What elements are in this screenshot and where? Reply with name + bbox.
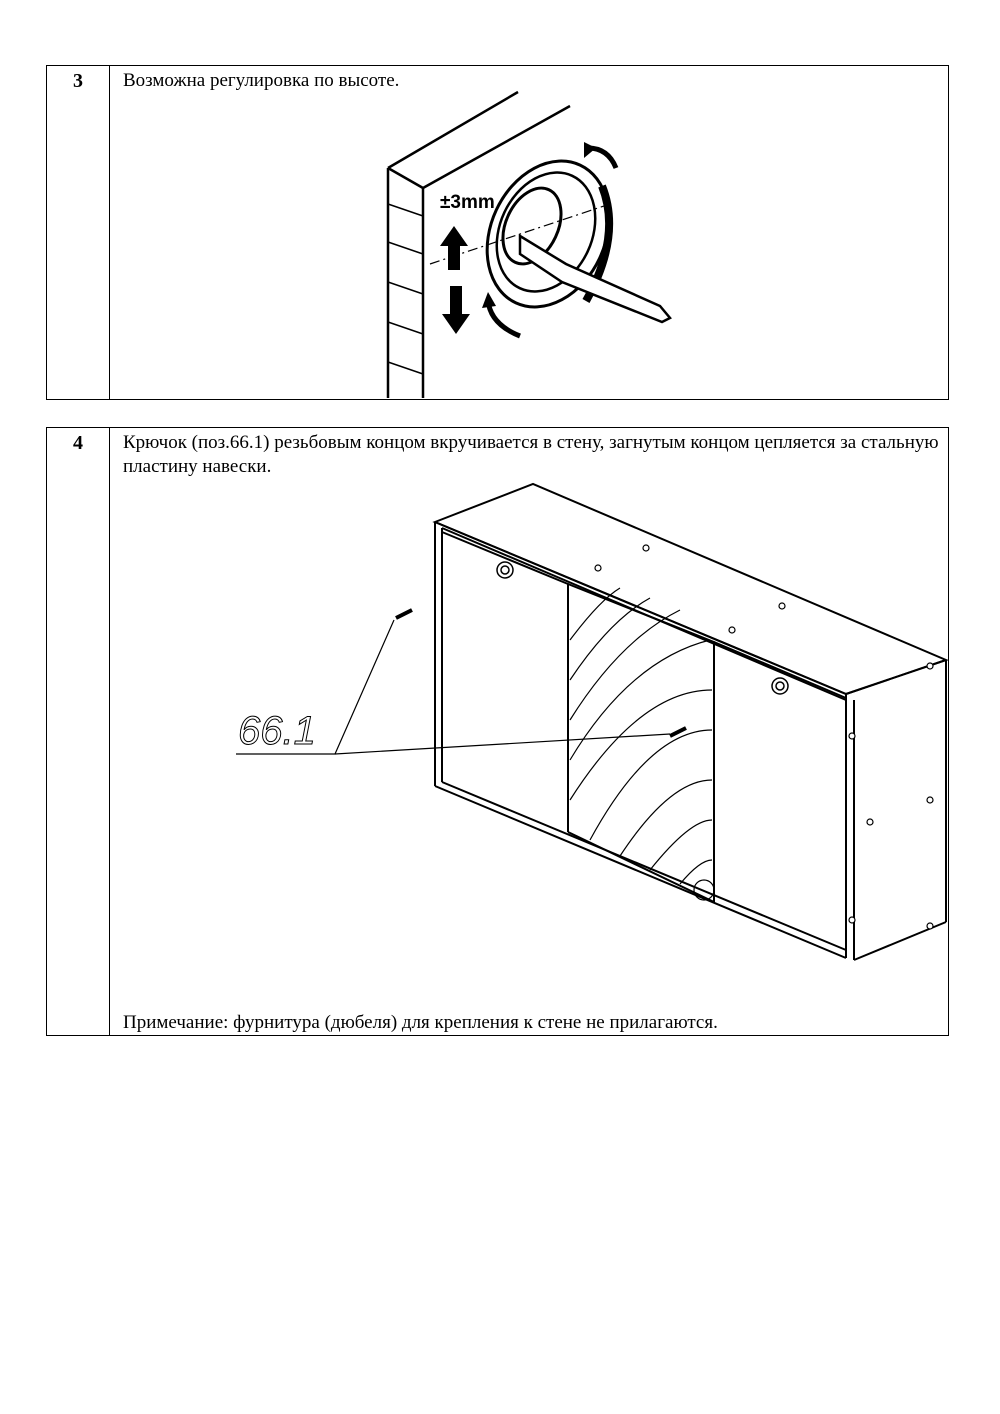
height-adjustment-illustration (370, 86, 690, 398)
step-instruction: Возможна регулировка по высоте. (123, 70, 400, 91)
step-number: 4 (47, 428, 110, 1035)
adjustment-range-label: ±3mm (440, 192, 495, 213)
step-3-row (46, 65, 949, 400)
hardware-note: Примечание: фурнитура (дюбеля) для крепления к стене не прилагаются. (123, 1012, 718, 1033)
cabinet-wall-hook-illustration (170, 480, 950, 970)
step-number: 3 (47, 66, 110, 399)
step-instruction: Крючок (поз.66.1) резьбовым концом вкручивается в стену, загнутым концом цепляется за стальную пластину навески. (123, 432, 939, 477)
part-position-label: 66.1 (238, 709, 316, 753)
step-4-row (46, 427, 949, 1036)
step-content (110, 428, 948, 1035)
step-content (110, 66, 948, 399)
